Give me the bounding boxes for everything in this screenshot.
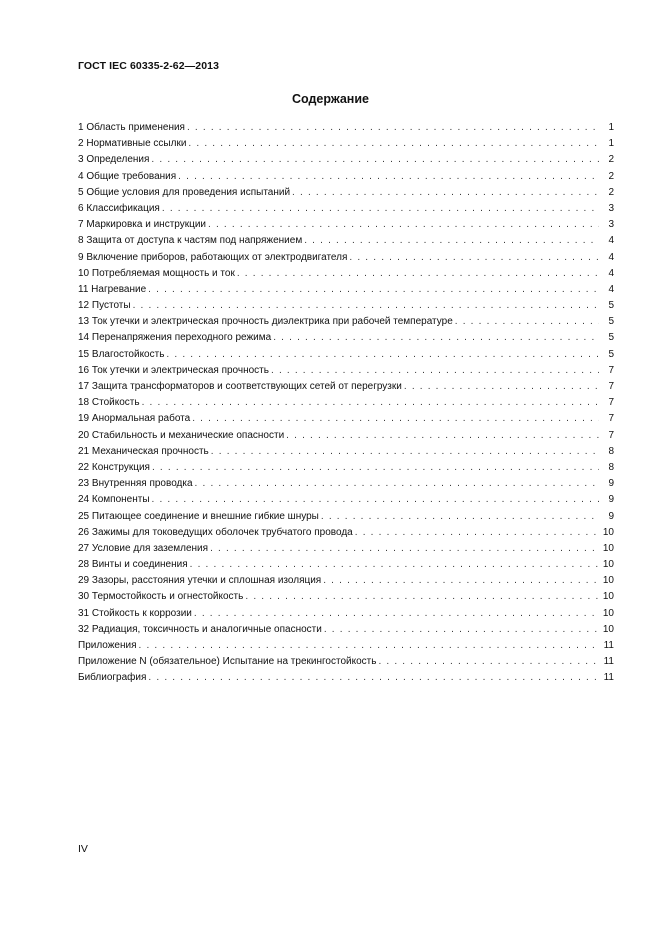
toc-leader-dots (188, 136, 599, 152)
toc-entry-page: 7 (608, 429, 614, 441)
toc-entry[interactable] (78, 411, 614, 427)
toc-entry-label: 21 Механическая прочность (78, 445, 209, 457)
toc-entry-page: 7 (608, 364, 614, 376)
toc-entry-page: 4 (608, 251, 614, 263)
toc-entry-page: 7 (608, 381, 614, 392)
toc-entry-page: 10 (602, 591, 614, 603)
toc-leader-dots (286, 428, 599, 444)
toc-leader-dots (178, 169, 599, 185)
toc-entry-page: 2 (608, 154, 614, 166)
toc-entry[interactable] (78, 152, 614, 168)
toc-entry-label: 10 Потребляемая мощность и ток (78, 267, 235, 279)
toc-leader-dots (190, 557, 599, 573)
toc-entry-page: 10 (602, 607, 614, 619)
toc-entry[interactable] (78, 395, 614, 411)
toc-leader-dots (166, 347, 599, 363)
toc-entry[interactable] (78, 606, 614, 622)
toc-leader-dots (304, 233, 599, 249)
toc-entry-page: 3 (608, 219, 614, 231)
toc-entry-label: 6 Классификация (78, 202, 160, 214)
toc-entry-label: 26 Зажимы для токоведущих оболочек трубчатого провода (78, 526, 353, 538)
toc-entry[interactable] (78, 282, 614, 298)
toc-leader-dots (208, 217, 599, 233)
toc-entry[interactable] (78, 654, 614, 670)
toc-leader-dots (152, 460, 599, 476)
toc-entry-label: Приложение N (обязательное) Испытание на трекингостойкость (78, 656, 377, 668)
toc-entry[interactable] (78, 541, 614, 557)
toc-leader-dots (323, 573, 599, 589)
toc-entry-page: 2 (608, 170, 614, 182)
toc-leader-dots (133, 298, 599, 314)
toc-entry-label: 30 Термостойкость и огнестойкость (78, 591, 244, 603)
toc-entry-label: 9 Включение приборов, работающих от электродвигателя (78, 251, 348, 263)
toc-entry-label: 25 Питающее соединение и внешние гибкие шнуры (78, 510, 319, 522)
toc-entry-page: 11 (603, 640, 614, 651)
toc-leader-dots (210, 541, 599, 557)
toc-entry-label: 22 Конструкция (78, 461, 150, 473)
toc-entry[interactable] (78, 136, 614, 152)
toc-entry-page: 9 (608, 510, 614, 522)
toc-entry-label: 18 Стойкость (78, 397, 140, 409)
toc-entry-page: 1 (608, 122, 614, 133)
toc-entry[interactable] (78, 201, 614, 217)
toc-leader-dots (162, 201, 599, 217)
toc-entry-page: 8 (608, 461, 614, 473)
toc-entry-label: 5 Общие условия для проведения испытаний (78, 186, 291, 198)
toc-entry-page: 10 (602, 542, 614, 554)
toc-entry-page: 10 (602, 575, 614, 587)
toc-entry[interactable] (78, 217, 614, 233)
toc-entry[interactable] (78, 298, 614, 314)
toc-entry-page: 2 (608, 186, 614, 198)
page-number: IV (78, 843, 88, 855)
toc-entry[interactable] (78, 185, 614, 201)
toc-leader-dots (192, 411, 599, 427)
toc-leader-dots (321, 509, 599, 525)
toc-entry-label: 32 Радиация, токсичность и аналогичные опасности (78, 623, 322, 635)
toc-entry[interactable] (78, 169, 614, 185)
toc-entry-label: 27 Условие для заземления (78, 542, 209, 554)
toc-entry-label: 28 Винты и соединения (78, 559, 188, 571)
toc-leader-dots (292, 185, 599, 201)
toc-leader-dots (151, 152, 599, 168)
toc-leader-dots (187, 120, 599, 136)
toc-leader-dots (237, 266, 599, 282)
toc-entry-label: 20 Стабильность и механические опасности (78, 429, 285, 441)
toc-leader-dots (378, 654, 599, 670)
toc-entry-page: 5 (608, 300, 614, 312)
toc-leader-dots (273, 330, 599, 346)
toc-entry-page: 10 (602, 559, 614, 571)
toc-entry-page: 10 (602, 623, 614, 635)
toc-entry[interactable] (78, 363, 614, 379)
toc-entry[interactable] (78, 492, 614, 508)
toc-leader-dots (211, 444, 599, 460)
toc-entry[interactable] (78, 622, 614, 638)
toc-entry-label: 13 Ток утечки и электрическая прочность диэлектрика при рабочей температуре (78, 316, 453, 328)
toc-entry[interactable] (78, 379, 614, 395)
toc-entry[interactable] (78, 670, 614, 686)
document-code: ГОСТ IEC 60335-2-62—2013 (78, 60, 220, 72)
toc-entry-label: 17 Защита трансформаторов и соответствующих сетей от перегрузки (78, 381, 402, 392)
toc-entry-page: 4 (608, 267, 614, 279)
toc-entry-label: 29 Зазоры, расстояния утечки и сплошная изоляция (78, 575, 322, 587)
toc-entry-page: 4 (608, 283, 614, 295)
toc-entry-page: 3 (608, 202, 614, 214)
toc-entry-page: 11 (603, 672, 614, 684)
toc-entry-page: 10 (602, 526, 614, 538)
toc-entry[interactable] (78, 428, 614, 444)
toc-entry-page: 8 (608, 445, 614, 457)
toc-leader-dots (139, 638, 599, 654)
toc-entry-label: 24 Компоненты (78, 494, 150, 506)
toc-entry-label: 23 Внутренняя проводка (78, 478, 193, 490)
toc-leader-dots (324, 622, 599, 638)
toc-entry-label: 19 Анормальная работа (78, 413, 191, 425)
toc-leader-dots (355, 525, 599, 541)
toc-entry[interactable] (78, 638, 614, 654)
toc-entry[interactable] (78, 314, 614, 330)
toc-entry-label: Приложения (78, 640, 137, 651)
toc-entry[interactable] (78, 509, 614, 525)
page-title: Содержание (291, 92, 369, 106)
toc-entry[interactable] (78, 120, 614, 136)
toc-entry-page: 9 (608, 478, 614, 490)
toc-entry-label: 3 Определения (78, 154, 150, 166)
toc-leader-dots (148, 670, 599, 686)
toc-entry-label: 7 Маркировка и инструкции (78, 219, 207, 231)
toc-entry-page: 7 (608, 413, 614, 425)
toc-entry[interactable] (78, 589, 614, 605)
toc-entry-label: 8 Защита от доступа к частям под напряжением (78, 235, 303, 247)
toc-leader-dots (142, 395, 599, 411)
toc-entry-label: 16 Ток утечки и электрическая прочность (78, 364, 269, 376)
toc-entry-label: 31 Стойкость к коррозии (78, 607, 192, 619)
toc-entry-page: 4 (608, 235, 614, 247)
toc-entry[interactable] (78, 347, 614, 363)
toc-leader-dots (349, 250, 599, 266)
toc-leader-dots (271, 363, 599, 379)
toc-entry-label: 11 Нагревание (78, 283, 147, 295)
toc-entry-label: 1 Область применения (78, 122, 185, 133)
toc-entry-page: 7 (608, 397, 614, 409)
toc-entry-label: 12 Пустоты (78, 300, 131, 312)
toc-entry-page: 5 (608, 332, 614, 344)
toc-leader-dots (148, 282, 599, 298)
toc-entry[interactable] (78, 250, 614, 266)
toc-leader-dots (152, 492, 599, 508)
toc-leader-dots (195, 476, 599, 492)
table-of-contents (78, 120, 614, 687)
toc-entry-page: 5 (608, 348, 614, 360)
toc-entry[interactable] (78, 233, 614, 249)
toc-leader-dots (455, 314, 599, 330)
toc-leader-dots (404, 379, 599, 395)
toc-entry-label: Библиография (78, 672, 147, 684)
toc-entry[interactable] (78, 330, 614, 346)
toc-entry[interactable] (78, 266, 614, 282)
toc-entry[interactable] (78, 525, 614, 541)
toc-entry[interactable] (78, 557, 614, 573)
toc-entry[interactable] (78, 460, 614, 476)
toc-entry-label: 2 Нормативные ссылки (78, 138, 187, 150)
toc-entry-page: 1 (608, 138, 614, 150)
toc-entry-label: 15 Влагостойкость (78, 348, 165, 360)
toc-entry[interactable] (78, 573, 614, 589)
toc-entry-page: 5 (608, 316, 614, 328)
toc-leader-dots (194, 606, 599, 622)
toc-entry[interactable] (78, 444, 614, 460)
toc-entry[interactable] (78, 476, 614, 492)
toc-entry-page: 11 (603, 656, 614, 668)
toc-entry-label: 14 Перенапряжения переходного режима (78, 332, 272, 344)
toc-entry-page: 9 (608, 494, 614, 506)
toc-leader-dots (245, 589, 599, 605)
toc-entry-label: 4 Общие требования (78, 170, 177, 182)
